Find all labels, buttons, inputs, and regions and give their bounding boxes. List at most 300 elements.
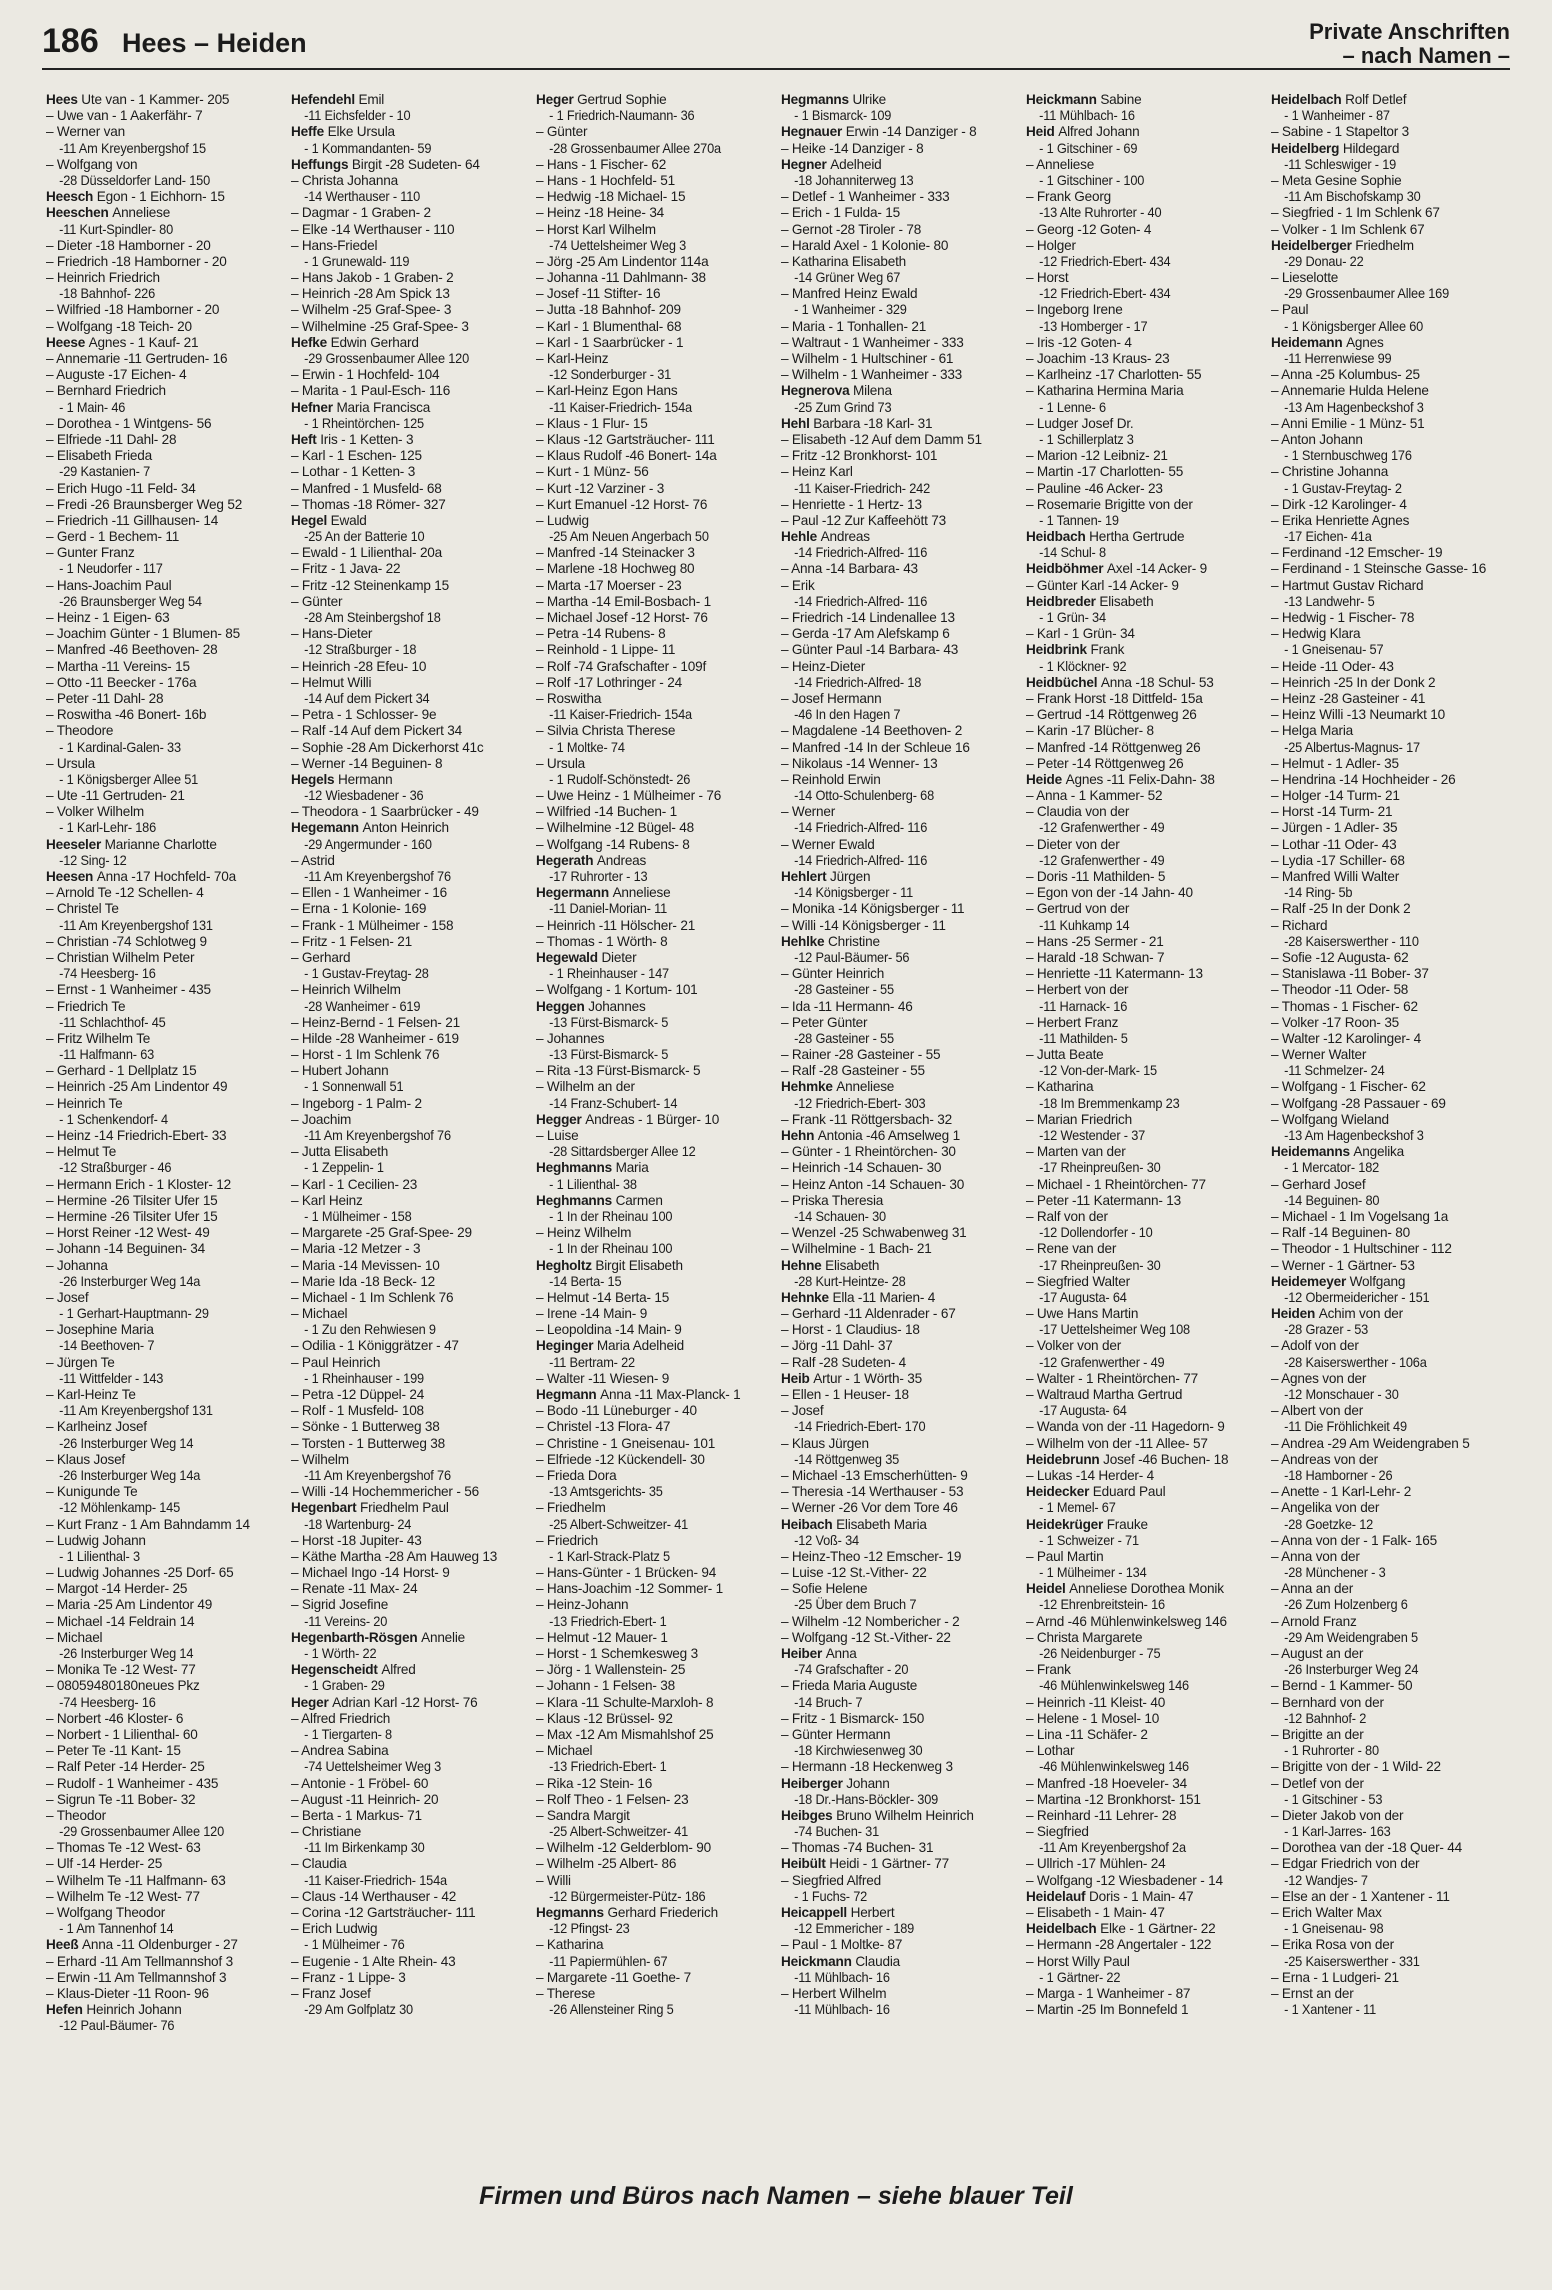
directory-entry — [291, 918, 530, 934]
directory-entry — [536, 124, 775, 140]
entry-text: -12 Sing- 12 — [59, 852, 127, 868]
entry-text: – Werner — [781, 804, 836, 820]
entry-text: -11 Kaiser-Friedrich- 154a — [549, 707, 692, 723]
entry-text: – Erhard -11 Am Tellmannshof 3 — [46, 1953, 233, 1969]
directory-entry — [781, 464, 1020, 480]
entry-text: -12 Friedrich-Ebert- 434 — [1039, 286, 1171, 302]
entry-text: – Horst Willy Paul — [1026, 1953, 1130, 1969]
entry-text: -14 Franz-Schubert- 14 — [549, 1095, 678, 1111]
surname: Heidelauf — [1026, 1888, 1089, 1904]
entry-text: Barbara -18 Karl- 31 — [813, 415, 933, 431]
directory-entry — [536, 448, 775, 464]
directory-entry — [536, 1436, 775, 1452]
directory-entry — [46, 189, 285, 205]
entry-text: – Brigitte an der — [1271, 1726, 1364, 1742]
entry-text: -17 Augusta- 64 — [1039, 1289, 1127, 1305]
entry-text: -46 Mühlenwinkelsweg 146 — [1039, 1759, 1189, 1775]
entry-text: – Wolfgang Wieland — [1271, 1111, 1389, 1127]
entry-text: – Heinz Anton -14 Schauen- 30 — [781, 1176, 965, 1192]
directory-entry — [536, 1792, 775, 1808]
directory-entry — [1271, 1306, 1510, 1322]
entry-text: – Holger — [1026, 237, 1076, 253]
surname: Hegerath — [536, 852, 597, 868]
entry-text: – Theodore — [46, 723, 114, 739]
directory-entry — [1026, 108, 1251, 124]
directory-entry — [46, 1517, 285, 1533]
entry-text: -14 Auf dem Pickert 34 — [304, 690, 430, 706]
directory-entry — [1271, 1905, 1510, 1921]
directory-entry — [1271, 1856, 1510, 1872]
directory-entry — [781, 1387, 1020, 1403]
entry-text: – Michael — [536, 1743, 593, 1759]
directory-entry — [536, 594, 775, 610]
directory-entry — [536, 1290, 775, 1306]
entry-text: – 08059480180neues Pkz — [46, 1678, 200, 1694]
directory-entry — [1026, 545, 1251, 561]
surname: Hehne — [781, 1257, 826, 1273]
entry-text: – Egon von der -14 Jahn- 40 — [1026, 885, 1193, 901]
directory-entry — [291, 1986, 530, 2002]
entry-text: – Klaus - 1 Flur- 15 — [536, 415, 648, 431]
entry-text: – Heinz -18 Heine- 34 — [536, 205, 665, 221]
entry-text: -29 Am Golfplatz 30 — [304, 2002, 413, 2018]
directory-entry — [1271, 740, 1496, 756]
directory-entry — [46, 1290, 285, 1306]
entry-text: – Ludwig — [536, 512, 589, 528]
entry-text: – Hans -25 Sermer - 21 — [1026, 933, 1164, 949]
directory-entry — [1271, 141, 1510, 157]
entry-text: – Joachim — [291, 1111, 352, 1127]
directory-entry — [781, 1954, 1020, 1970]
directory-entry — [1271, 1824, 1496, 1840]
entry-text: – Volker von der — [1026, 1338, 1122, 1354]
entry-text: – Günter — [291, 593, 343, 609]
entry-text: – Wolfgang Theodor — [46, 1905, 166, 1920]
directory-entry — [781, 740, 1020, 756]
directory-entry — [46, 1193, 285, 1209]
entry-text: -25 An der Batterie 10 — [304, 529, 425, 545]
entry-text: – Fritz - 1 Bismarck- 150 — [781, 1710, 925, 1726]
entry-text: -26 Insterburger Weg 14a — [59, 1273, 201, 1289]
directory-entry — [291, 1597, 530, 1613]
directory-entry — [1271, 1436, 1510, 1452]
directory-entry — [291, 1468, 516, 1484]
directory-entry — [1026, 1986, 1265, 2002]
directory-entry — [536, 999, 775, 1015]
entry-text: – Adolf von der — [1271, 1338, 1359, 1354]
directory-entry — [781, 205, 1020, 221]
entry-text: – Herbert Franz — [1026, 1014, 1119, 1030]
directory-entry — [1026, 1581, 1265, 1597]
directory-entry — [781, 529, 1020, 545]
entry-text: – Anna an der — [1271, 1581, 1354, 1597]
entry-text: – Marie Ida -18 Beck- 12 — [291, 1273, 436, 1289]
directory-entry — [1271, 1986, 1510, 2002]
entry-text: – Günter Paul -14 Barbara- 43 — [781, 642, 959, 658]
entry-text: -14 Schauen- 30 — [794, 1208, 886, 1224]
directory-entry — [1271, 464, 1510, 480]
entry-text: – Joachim -13 Kraus- 23 — [1026, 351, 1170, 366]
directory-entry — [291, 545, 530, 561]
entry-text: – Heinz -14 Friedrich-Ebert- 33 — [46, 1128, 227, 1143]
directory-entry — [291, 1921, 530, 1937]
directory-entry — [46, 124, 285, 140]
entry-text: – Ulf -14 Herder- 25 — [46, 1856, 163, 1872]
directory-entry — [781, 400, 1006, 416]
entry-text: – Gerhard Josef — [1271, 1176, 1366, 1192]
entry-text: – Gerhard — [291, 949, 351, 965]
directory-entry — [1026, 141, 1251, 157]
directory-entry — [781, 1355, 1020, 1371]
directory-entry — [1271, 1241, 1510, 1257]
entry-text: – Annemarie -11 Gertruden- 16 — [46, 351, 228, 366]
entry-text: – Ingeborg Irene — [1026, 302, 1123, 318]
entry-text: – Michael - 1 Rheintörchen- 77 — [1026, 1176, 1206, 1192]
directory-entry — [536, 1581, 775, 1597]
entry-text: -29 Grossenbaumer Allee 120 — [304, 351, 470, 366]
surname: Heibach — [781, 1516, 837, 1532]
directory-entry — [1026, 1258, 1251, 1274]
directory-entry — [536, 1549, 761, 1565]
directory-entry — [291, 1241, 530, 1257]
directory-entry — [1271, 723, 1510, 739]
directory-entry — [46, 740, 271, 756]
directory-entry — [781, 1581, 1020, 1597]
entry-text: – Horst -14 Turm- 21 — [1271, 804, 1393, 820]
entry-text: – Wenzel -25 Schwabenweg 31 — [781, 1225, 967, 1241]
entry-text: – Angelika von der — [1271, 1500, 1380, 1516]
entry-text: -25 Zum Grind 73 — [794, 399, 892, 415]
directory-entry — [46, 92, 285, 108]
surname: Heger — [291, 1694, 333, 1710]
entry-text: -11 Am Bischofskamp 30 — [1284, 189, 1421, 205]
directory-entry — [1026, 351, 1265, 367]
entry-text: – Ferdinand - 1 Steinsche Gasse- 16 — [1271, 561, 1487, 577]
entry-text: -11 Kurt-Spindler- 80 — [59, 221, 174, 237]
directory-entry — [46, 756, 285, 772]
directory-entry — [781, 1873, 1020, 1889]
entry-text: – Elisabeth Frieda — [46, 448, 152, 464]
entry-text: - 1 Wanheimer - 329 — [794, 302, 907, 318]
directory-entry — [46, 626, 285, 642]
directory-entry — [1026, 1937, 1265, 1953]
directory-entry — [781, 1322, 1020, 1338]
entry-text: – Heinz -28 Gasteiner - 41 — [1271, 690, 1426, 706]
entry-text: -12 Sonderburger - 31 — [549, 367, 672, 383]
directory-entry — [1271, 901, 1510, 917]
directory-entry — [46, 1759, 285, 1775]
directory-entry — [536, 1160, 775, 1176]
entry-text: – Hedwig Klara — [1271, 626, 1361, 642]
directory-entry — [536, 740, 761, 756]
entry-text: - 1 Tannen- 19 — [1039, 512, 1119, 528]
directory-entry — [46, 1484, 285, 1500]
entry-text: - 1 Gneisenau- 57 — [1284, 642, 1384, 658]
entry-text: Antonia -46 Amselweg 1 — [817, 1128, 960, 1143]
surname: Hegner — [781, 156, 831, 172]
entry-text: – Josef — [781, 1403, 824, 1419]
directory-entry — [46, 1096, 285, 1112]
directory-entry — [1026, 901, 1265, 917]
directory-entry — [536, 1662, 775, 1678]
entry-text: -26 Insterburger Weg 24 — [1284, 1662, 1419, 1678]
entry-text: – Bernhard Friedrich — [46, 383, 166, 399]
entry-text: -11 Am Kreyenbergshof 131 — [59, 917, 213, 933]
directory-entry — [1271, 966, 1510, 982]
directory-entry — [1026, 788, 1265, 804]
directory-entry — [1271, 205, 1510, 221]
entry-text: – Wolfgang - 1 Kortum- 101 — [536, 982, 698, 998]
entry-text: – Uwe Heinz - 1 Mülheimer - 76 — [536, 788, 722, 804]
entry-text: -28 Kaiserswerther - 110 — [1284, 933, 1419, 949]
entry-text: -28 Kaiserswerther - 106a — [1284, 1354, 1427, 1370]
directory-entry — [536, 270, 775, 286]
entry-text: – Horst - 1 Claudius- 18 — [781, 1322, 920, 1338]
directory-entry — [1271, 222, 1510, 238]
directory-entry — [781, 1986, 1020, 2002]
directory-entry — [1026, 723, 1265, 739]
entry-text: -11 Schmelzer- 24 — [1284, 1063, 1385, 1079]
entry-text: – Anni Emilie - 1 Münz- 51 — [1271, 415, 1425, 431]
entry-text: - 1 Klöckner- 92 — [1039, 658, 1127, 674]
directory-entry — [1026, 1743, 1265, 1759]
directory-entry — [291, 497, 530, 513]
directory-entry — [536, 157, 775, 173]
directory-entry — [1026, 950, 1265, 966]
surname: Heiber — [781, 1646, 826, 1661]
directory-entry — [1026, 270, 1265, 286]
surname: Hegels — [291, 771, 338, 787]
entry-text: Egon - 1 Eichhorn- 15 — [96, 189, 225, 205]
entry-text: -12 Voß- 34 — [794, 1532, 859, 1548]
entry-text: -12 Wandjes- 7 — [1284, 1872, 1368, 1888]
entry-text: - 1 Lilienthal- 38 — [549, 1176, 637, 1192]
directory-entry — [291, 1759, 516, 1775]
directory-entry — [291, 642, 516, 658]
entry-text: – Werner Ewald — [781, 836, 875, 852]
directory-entry — [1271, 1274, 1510, 1290]
directory-entry — [291, 1727, 516, 1743]
directory-entry — [536, 1241, 761, 1257]
entry-text: - 1 Graben- 29 — [304, 1678, 385, 1694]
entry-text: – Karl - 1 Saarbrücker - 1 — [536, 334, 684, 350]
entry-text: Carmen — [615, 1192, 663, 1208]
directory-entry — [536, 1225, 775, 1241]
entry-text: – Manfred -14 In der Schleue 16 — [781, 739, 970, 755]
entry-text: Elisabeth — [825, 1257, 880, 1273]
entry-text: Andreas — [820, 529, 870, 545]
entry-text: – Frank - 1 Mülheimer - 158 — [291, 917, 454, 933]
entry-text: – Heinrich -14 Schauen- 30 — [781, 1160, 942, 1176]
entry-text: – Wilhelm an der — [536, 1079, 635, 1095]
directory-entry — [781, 481, 1006, 497]
entry-text: – Josef Hermann — [781, 690, 882, 706]
directory-entry — [781, 1678, 1020, 1694]
directory-entry — [781, 189, 1020, 205]
directory-entry — [781, 1160, 1020, 1176]
directory-entry — [291, 723, 530, 739]
directory-entry — [1026, 1662, 1265, 1678]
entry-text: – Wilhelmine - 1 Bach- 21 — [781, 1241, 932, 1257]
entry-text: – Siegfried - 1 Im Schlenk 67 — [1271, 205, 1440, 221]
entry-text: – Wilhelm — [291, 1451, 349, 1467]
directory-entry — [781, 642, 1020, 658]
directory-entry — [781, 1500, 1020, 1516]
directory-entry — [536, 626, 775, 642]
directory-entry — [1026, 594, 1265, 610]
surname: Hefke — [291, 334, 331, 350]
directory-entry — [46, 1873, 285, 1889]
directory-entry — [1271, 1711, 1496, 1727]
directory-entry — [536, 901, 761, 917]
entry-text: – Paul -12 Zur Kaffeehött 73 — [781, 512, 946, 528]
entry-text: – Heinz Willi -13 Neumarkt 10 — [1271, 707, 1445, 723]
entry-text: -11 Daniel-Morian- 11 — [549, 901, 668, 917]
entry-text: – Michael - 1 Im Vogelsang 1a — [1271, 1208, 1449, 1224]
directory-entry — [781, 1144, 1020, 1160]
directory-entry — [46, 610, 285, 626]
entry-text: – Kurt -12 Varziner - 3 — [536, 480, 665, 496]
name-range: Hees – Heiden — [122, 28, 307, 58]
entry-text: – Gerd - 1 Bechem- 11 — [46, 529, 180, 545]
directory-entry — [46, 1112, 271, 1128]
directory-entry — [46, 1079, 285, 1095]
directory-entry — [1026, 837, 1265, 853]
directory-entry — [291, 561, 530, 577]
entry-text: Johannes — [588, 998, 646, 1014]
directory-entry — [1026, 804, 1265, 820]
entry-text: – Siegfried — [1026, 1824, 1089, 1840]
directory-entry — [291, 1776, 530, 1792]
directory-entry — [781, 448, 1020, 464]
directory-entry — [1271, 1597, 1496, 1613]
surname: Heicappell — [781, 1905, 851, 1920]
directory-entry — [1271, 1873, 1496, 1889]
directory-entry — [1271, 173, 1510, 189]
entry-text: – Friedrich -18 Hamborner - 20 — [46, 253, 227, 269]
entry-text: – Albert von der — [1271, 1403, 1364, 1419]
entry-text: – Marta -17 Moerser - 23 — [536, 577, 682, 593]
entry-text: – Horst - 1 Im Schlenk 76 — [291, 1047, 440, 1063]
directory-entry — [46, 1177, 285, 1193]
directory-entry — [536, 707, 761, 723]
directory-entry — [781, 1419, 1006, 1435]
directory-entry — [46, 1209, 285, 1225]
surname: Hefen — [46, 2002, 87, 2018]
directory-entry — [1271, 1468, 1496, 1484]
entry-text: – Klaus Jürgen — [781, 1435, 869, 1451]
directory-entry — [536, 1079, 775, 1095]
directory-entry — [781, 383, 1020, 399]
directory-entry — [1026, 561, 1265, 577]
entry-text: – Brigitte von der - 1 Wild- 22 — [1271, 1759, 1441, 1775]
directory-entry — [46, 901, 285, 917]
directory-entry — [536, 416, 775, 432]
entry-text: – Doris -11 Mathilden- 5 — [1026, 869, 1166, 884]
directory-entry — [46, 1727, 285, 1743]
surname: Heickmann — [781, 1953, 856, 1969]
entry-text: -13 Alte Ruhrorter - 40 — [1039, 205, 1162, 221]
entry-text: – Petra -14 Rubens- 8 — [536, 626, 666, 642]
entry-text: Hildegard — [1342, 140, 1400, 156]
entry-text: – Marten van der — [1026, 1144, 1126, 1160]
entry-text: – Michael Ingo -14 Horst- 9 — [291, 1565, 450, 1581]
entry-text: – Heinz-Theo -12 Emscher- 19 — [781, 1548, 962, 1564]
directory-entry — [1271, 545, 1510, 561]
entry-text: – Wilhelm -12 Gelderblom- 90 — [536, 1840, 711, 1856]
entry-text: Anneliese — [612, 885, 671, 901]
entry-text: -12 Paul-Bäumer- 76 — [59, 2018, 175, 2034]
entry-text: – Friedhelm — [536, 1500, 606, 1516]
entry-text: – Rolf -17 Lothringer - 24 — [536, 674, 682, 690]
directory-entry — [291, 1436, 530, 1452]
entry-text: Heinrich Johann — [86, 2002, 182, 2018]
entry-text: -17 Ruhrorter - 13 — [549, 869, 648, 884]
directory-entry — [1271, 1322, 1496, 1338]
entry-text: – Thomas - 1 Fischer- 62 — [1271, 998, 1418, 1014]
directory-entry — [1026, 1403, 1251, 1419]
entry-text: – Priska Theresia — [781, 1192, 884, 1208]
directory-entry — [46, 1937, 285, 1953]
directory-entry — [1271, 400, 1496, 416]
surname: Heidekrüger — [1026, 1516, 1107, 1532]
entry-text: – Hermann -18 Heckenweg 3 — [781, 1759, 953, 1775]
directory-entry — [536, 1338, 775, 1354]
directory-entry — [1271, 642, 1496, 658]
directory-entry — [1271, 594, 1496, 610]
entry-text: - 1 Moltke- 74 — [549, 739, 625, 755]
entry-text: – Werner -14 Beguinen- 8 — [291, 755, 443, 771]
directory-entry — [291, 1079, 516, 1095]
entry-text: – Uwe van - 1 Aakerfähr- 7 — [46, 108, 203, 124]
directory-entry — [291, 1274, 530, 1290]
entry-text: - 1 Gneisenau- 98 — [1284, 1921, 1384, 1937]
directory-entry — [46, 1614, 285, 1630]
directory-entry — [781, 1727, 1020, 1743]
entry-text: – Lothar -11 Oder- 43 — [1271, 836, 1397, 852]
entry-text: – Christiane — [291, 1824, 362, 1840]
directory-entry — [1271, 1015, 1510, 1031]
entry-text: – Martin -25 Im Bonnefeld 1 — [1026, 2002, 1189, 2018]
directory-entry — [1026, 918, 1251, 934]
directory-entry — [1026, 1776, 1265, 1792]
surname: Heeß — [46, 1937, 83, 1953]
entry-text: -14 Friedrich-Alfred- 116 — [794, 545, 928, 561]
entry-text: - 1 Gustav-Freytag- 28 — [304, 966, 429, 982]
directory-entry — [46, 108, 285, 124]
directory-entry — [46, 205, 285, 221]
entry-text: - 1 Xantener - 11 — [1284, 2002, 1377, 2018]
surname: Heginger — [536, 1338, 597, 1354]
directory-entry — [291, 1031, 530, 1047]
directory-entry — [46, 1355, 285, 1371]
entry-text: Rolf Detlef — [1345, 92, 1407, 107]
entry-text: – Heinrich Friedrich — [46, 270, 160, 286]
directory-entry — [1271, 1630, 1496, 1646]
directory-entry — [291, 1355, 530, 1371]
directory-entry — [291, 1808, 530, 1824]
directory-entry — [291, 1792, 530, 1808]
directory-entry — [781, 918, 1020, 934]
entry-text: -13 Amtsgerichts- 35 — [549, 1484, 663, 1500]
directory-entry — [46, 788, 285, 804]
entry-text: – Karl-Heinz — [536, 351, 609, 366]
directory-entry — [1026, 1322, 1251, 1338]
directory-entry — [536, 1695, 775, 1711]
entry-text: -46 Mühlenwinkelsweg 146 — [1039, 1678, 1189, 1694]
directory-entry — [781, 367, 1020, 383]
surname: Hehle — [781, 529, 821, 545]
